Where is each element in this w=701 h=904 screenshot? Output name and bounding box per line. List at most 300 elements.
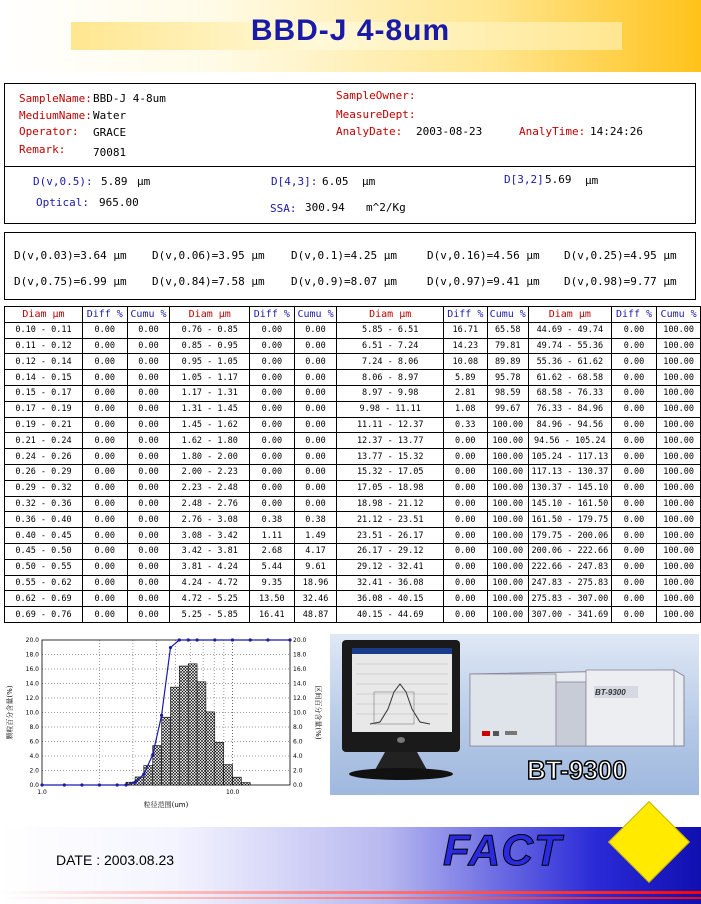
histogram-bar xyxy=(162,717,171,785)
table-cell: 16.41 xyxy=(250,607,295,623)
table-cell: 0.00 xyxy=(250,370,295,386)
sample-owner-label: SampleOwner: xyxy=(336,89,416,102)
y-tick-label-right: 8.0 xyxy=(293,724,303,731)
table-cell: 1.08 xyxy=(443,401,487,417)
table-cell: 9.35 xyxy=(250,575,295,591)
table-cell: 0.00 xyxy=(250,496,295,512)
table-cell: 9.61 xyxy=(294,559,337,575)
table-cell: 0.00 xyxy=(443,607,487,623)
table-header-cell: Cumu % xyxy=(294,307,337,323)
percentile-value: D(v,0.1)=4.25 μm xyxy=(291,249,397,262)
table-cell: 2.81 xyxy=(443,385,487,401)
cumulative-point xyxy=(98,783,101,786)
table-cell: 0.00 xyxy=(127,433,170,449)
table-cell: 145.10 - 161.50 xyxy=(528,496,611,512)
table-row xyxy=(5,433,701,449)
table-cell: 5.89 xyxy=(443,370,487,386)
report-date: DATE : 2003.08.23 xyxy=(56,852,175,868)
table-header-cell: Diff % xyxy=(82,307,127,323)
table-cell: 100.00 xyxy=(657,417,701,433)
table-cell: 0.36 - 0.40 xyxy=(5,512,83,528)
table-cell: 0.00 xyxy=(127,480,170,496)
table-cell: 0.00 xyxy=(611,449,656,465)
table-cell: 0.00 xyxy=(294,433,337,449)
d32-unit: μm xyxy=(585,174,599,187)
histogram-bar xyxy=(170,687,179,785)
table-cell: 100.00 xyxy=(657,433,701,449)
histogram-bar xyxy=(206,712,215,785)
table-row xyxy=(5,417,701,433)
optical-label: Optical: xyxy=(36,196,89,209)
table-cell: 100.00 xyxy=(657,370,701,386)
table-cell: 0.00 xyxy=(127,512,170,528)
table-cell: 0.00 xyxy=(611,591,656,607)
table-header-cell: Diff % xyxy=(443,307,487,323)
table-cell: 1.17 - 1.31 xyxy=(170,385,250,401)
histogram-bar xyxy=(197,682,206,785)
histogram-bar xyxy=(232,777,241,785)
table-cell: 100.00 xyxy=(657,464,701,480)
cumulative-point xyxy=(116,783,119,786)
cumulative-point xyxy=(151,753,154,756)
table-cell: 0.00 xyxy=(82,543,127,559)
table-cell: 1.49 xyxy=(294,528,337,544)
y-axis-label-left: 颗粒百分含量(%) xyxy=(6,685,14,740)
table-cell: 100.00 xyxy=(657,543,701,559)
table-cell: 0.00 xyxy=(294,385,337,401)
table-cell: 8.06 - 8.97 xyxy=(337,370,443,386)
y-tick-label-right: 12.0 xyxy=(293,695,307,702)
table-cell: 0.76 - 0.85 xyxy=(170,322,250,338)
cumulative-point xyxy=(266,638,269,641)
y-tick-label-left: 2.0 xyxy=(29,767,39,775)
table-cell: 18.98 - 21.12 xyxy=(337,496,443,512)
table-row xyxy=(5,559,701,575)
table-row xyxy=(5,449,701,465)
table-cell: 0.00 xyxy=(443,575,487,591)
table-cell: 2.23 - 2.48 xyxy=(170,480,250,496)
table-cell: 0.00 xyxy=(611,385,656,401)
table-cell: 10.08 xyxy=(443,354,487,370)
table-cell: 0.00 xyxy=(127,449,170,465)
table-cell: 36.08 - 40.15 xyxy=(337,591,443,607)
table-cell: 49.74 - 55.36 xyxy=(528,338,611,354)
footer-stripe xyxy=(0,891,701,894)
table-cell: 98.59 xyxy=(487,385,528,401)
table-cell: 0.00 xyxy=(127,338,170,354)
table-cell: 0.19 - 0.21 xyxy=(5,417,83,433)
table-cell: 61.62 - 68.58 xyxy=(528,370,611,386)
table-cell: 95.78 xyxy=(487,370,528,386)
table-cell: 100.00 xyxy=(657,591,701,607)
cumulative-point xyxy=(80,783,83,786)
table-cell: 100.00 xyxy=(657,512,701,528)
table-cell: 0.00 xyxy=(611,370,656,386)
table-cell: 0.00 xyxy=(611,433,656,449)
operator-value: GRACE xyxy=(93,126,127,139)
table-cell: 0.38 xyxy=(250,512,295,528)
table-cell: 32.46 xyxy=(294,591,337,607)
table-header-cell: Diam μm xyxy=(5,307,83,323)
analy-date-value: 2003-08-23 xyxy=(416,125,483,138)
table-cell: 200.06 - 222.66 xyxy=(528,543,611,559)
table-cell: 0.00 xyxy=(611,401,656,417)
percentile-value: D(v,0.75)=6.99 μm xyxy=(14,275,127,288)
table-cell: 130.37 - 145.10 xyxy=(528,480,611,496)
d32-value: 5.69 xyxy=(545,173,572,186)
table-cell: 0.00 xyxy=(82,464,127,480)
table-cell: 0.00 xyxy=(611,559,656,575)
table-cell: 5.25 - 5.85 xyxy=(170,607,250,623)
table-cell: 29.12 - 32.41 xyxy=(337,559,443,575)
table-cell: 0.00 xyxy=(127,417,170,433)
table-cell: 99.67 xyxy=(487,401,528,417)
table-row xyxy=(5,607,701,623)
table-cell: 0.00 xyxy=(443,464,487,480)
cumulative-point xyxy=(160,714,163,717)
table-cell: 0.85 - 0.95 xyxy=(170,338,250,354)
table-cell: 3.08 - 3.42 xyxy=(170,528,250,544)
table-cell: 11.11 - 12.37 xyxy=(337,417,443,433)
table-cell: 0.00 xyxy=(82,528,127,544)
table-cell: 0.00 xyxy=(294,322,337,338)
table-header-cell: Diff % xyxy=(611,307,656,323)
table-cell: 26.17 - 29.12 xyxy=(337,543,443,559)
table-cell: 0.00 xyxy=(250,354,295,370)
table-cell: 0.00 xyxy=(611,354,656,370)
table-cell: 100.00 xyxy=(487,480,528,496)
table-cell: 0.00 xyxy=(294,449,337,465)
table-cell: 0.00 xyxy=(443,449,487,465)
table-cell: 100.00 xyxy=(657,480,701,496)
table-cell: 0.00 xyxy=(82,417,127,433)
analy-time-value: 14:24:26 xyxy=(590,125,643,138)
table-cell: 5.44 xyxy=(250,559,295,575)
table-cell: 14.23 xyxy=(443,338,487,354)
table-cell: 1.11 xyxy=(250,528,295,544)
table-cell: 9.98 - 11.11 xyxy=(337,401,443,417)
table-cell: 4.24 - 4.72 xyxy=(170,575,250,591)
table-cell: 100.00 xyxy=(487,591,528,607)
distribution-table xyxy=(4,306,701,623)
table-cell: 0.00 xyxy=(611,480,656,496)
table-cell: 100.00 xyxy=(487,417,528,433)
table-cell: 0.33 xyxy=(443,417,487,433)
table-cell: 100.00 xyxy=(487,543,528,559)
table-cell: 0.00 xyxy=(127,464,170,480)
table-cell: 1.05 - 1.17 xyxy=(170,370,250,386)
d50-value: 5.89 xyxy=(101,175,128,188)
table-cell: 0.00 xyxy=(127,354,170,370)
table-cell: 8.97 - 9.98 xyxy=(337,385,443,401)
table-cell: 0.14 - 0.15 xyxy=(5,370,83,386)
table-cell: 0.12 - 0.14 xyxy=(5,354,83,370)
percentile-value: D(v,0.06)=3.95 μm xyxy=(152,249,265,262)
table-cell: 1.45 - 1.62 xyxy=(170,417,250,433)
table-cell: 2.00 - 2.23 xyxy=(170,464,250,480)
table-cell: 0.00 xyxy=(82,370,127,386)
y-tick-label-right: 6.0 xyxy=(293,738,303,746)
table-header-row xyxy=(5,307,701,323)
table-cell: 21.12 - 23.51 xyxy=(337,512,443,528)
table-cell: 100.00 xyxy=(487,512,528,528)
table-cell: 1.31 - 1.45 xyxy=(170,401,250,417)
x-tick-label: 10.0 xyxy=(225,789,240,796)
table-cell: 0.11 - 0.12 xyxy=(5,338,83,354)
d50-label: D(v,0.5): xyxy=(33,175,93,188)
table-cell: 0.40 - 0.45 xyxy=(5,528,83,544)
device-name: BT-9300 xyxy=(595,688,626,697)
histogram-bar xyxy=(215,742,224,785)
sample-name-value: BBD-J 4-8um xyxy=(93,92,166,105)
x-axis-label: 粒径范围(um) xyxy=(143,801,189,809)
y-tick-label-left: 6.0 xyxy=(29,738,39,746)
table-header-cell: Diam μm xyxy=(170,307,250,323)
cumulative-point xyxy=(40,783,43,786)
table-cell: 100.00 xyxy=(487,575,528,591)
table-row xyxy=(5,528,701,544)
table-cell: 100.00 xyxy=(657,607,701,623)
instrument-photo xyxy=(330,634,699,795)
table-cell: 17.05 - 18.98 xyxy=(337,480,443,496)
table-cell: 0.21 - 0.24 xyxy=(5,433,83,449)
table-cell: 48.87 xyxy=(294,607,337,623)
table-cell: 0.00 xyxy=(250,401,295,417)
table-cell: 76.33 - 84.96 xyxy=(528,401,611,417)
table-cell: 100.00 xyxy=(657,575,701,591)
table-cell: 0.00 xyxy=(250,464,295,480)
table-row xyxy=(5,512,701,528)
table-cell: 161.50 - 179.75 xyxy=(528,512,611,528)
histogram-bar xyxy=(179,666,188,785)
y-axis-label-right: 区间百分含量(%) xyxy=(314,685,322,740)
table-cell: 0.00 xyxy=(611,464,656,480)
d43-value: 6.05 xyxy=(322,175,349,188)
table-cell: 0.00 xyxy=(443,496,487,512)
table-cell: 13.77 - 15.32 xyxy=(337,449,443,465)
table-cell: 0.00 xyxy=(443,591,487,607)
x-tick-label: 1.0 xyxy=(37,789,47,796)
table-cell: 68.58 - 76.33 xyxy=(528,385,611,401)
d50-unit: μm xyxy=(137,175,151,188)
table-cell: 100.00 xyxy=(487,449,528,465)
table-cell: 0.00 xyxy=(443,543,487,559)
table-cell: 0.10 - 0.11 xyxy=(5,322,83,338)
cumulative-point xyxy=(134,781,137,784)
table-cell: 0.00 xyxy=(294,417,337,433)
table-cell: 0.00 xyxy=(294,464,337,480)
table-cell: 2.68 xyxy=(250,543,295,559)
table-cell: 100.00 xyxy=(657,401,701,417)
cumulative-point xyxy=(63,783,66,786)
table-row xyxy=(5,496,701,512)
table-cell: 15.32 - 17.05 xyxy=(337,464,443,480)
table-cell: 2.48 - 2.76 xyxy=(170,496,250,512)
remark-label: Remark: xyxy=(19,143,66,156)
medium-value: Water xyxy=(93,109,127,122)
histogram-bar xyxy=(241,783,250,785)
histogram-bar xyxy=(144,766,153,785)
table-cell: 44.69 - 49.74 xyxy=(528,322,611,338)
table-cell: 0.00 xyxy=(443,480,487,496)
table-cell: 0.00 xyxy=(82,338,127,354)
y-tick-label-left: 10.0 xyxy=(25,709,39,717)
percentile-value: D(v,0.25)=4.95 μm xyxy=(564,249,677,262)
fact-logo: FACT xyxy=(443,826,562,875)
table-cell: 117.13 - 130.37 xyxy=(528,464,611,480)
table-cell: 0.62 - 0.69 xyxy=(5,591,83,607)
table-row xyxy=(5,480,701,496)
table-cell: 0.00 xyxy=(82,401,127,417)
table-cell: 0.00 xyxy=(82,322,127,338)
table-cell: 100.00 xyxy=(657,559,701,575)
table-cell: 100.00 xyxy=(657,322,701,338)
table-cell: 100.00 xyxy=(657,338,701,354)
table-cell: 0.00 xyxy=(82,354,127,370)
table-cell: 0.00 xyxy=(611,575,656,591)
table-cell: 0.00 xyxy=(250,417,295,433)
table-cell: 12.37 - 13.77 xyxy=(337,433,443,449)
table-cell: 0.15 - 0.17 xyxy=(5,385,83,401)
table-cell: 307.00 - 341.69 xyxy=(528,607,611,623)
table-row xyxy=(5,385,701,401)
y-tick-label-right: 16.0 xyxy=(293,666,307,673)
product-model-label: BT-9300 xyxy=(527,755,627,785)
y-tick-label-right: 20.0 xyxy=(293,637,307,644)
table-cell: 0.00 xyxy=(250,480,295,496)
table-cell: 0.00 xyxy=(611,496,656,512)
table-row xyxy=(5,464,701,480)
y-tick-label-left: 4.0 xyxy=(29,753,39,760)
table-row xyxy=(5,575,701,591)
table-cell: 4.72 - 5.25 xyxy=(170,591,250,607)
cumulative-point xyxy=(195,638,198,641)
table-cell: 0.00 xyxy=(611,528,656,544)
cumulative-point xyxy=(249,638,252,641)
table-cell: 0.55 - 0.62 xyxy=(5,575,83,591)
table-cell: 0.00 xyxy=(611,338,656,354)
table-row xyxy=(5,370,701,386)
analy-date-label: AnalyDate: xyxy=(336,125,403,138)
y-tick-label-left: 20.0 xyxy=(25,637,39,644)
table-cell: 100.00 xyxy=(487,559,528,575)
table-cell: 5.85 - 6.51 xyxy=(337,322,443,338)
table-cell: 0.38 xyxy=(294,512,337,528)
table-cell: 247.83 - 275.83 xyxy=(528,575,611,591)
table-header-cell: Diam μm xyxy=(528,307,611,323)
table-cell: 13.50 xyxy=(250,591,295,607)
table-cell: 79.81 xyxy=(487,338,528,354)
table-cell: 100.00 xyxy=(487,528,528,544)
table-header-cell: Diam μm xyxy=(337,307,443,323)
table-cell: 0.00 xyxy=(294,338,337,354)
table-cell: 0.00 xyxy=(250,338,295,354)
table-cell: 0.00 xyxy=(127,607,170,623)
table-cell: 0.00 xyxy=(250,449,295,465)
table-cell: 16.71 xyxy=(443,322,487,338)
table-cell: 0.45 - 0.50 xyxy=(5,543,83,559)
percentile-value: D(v,0.97)=9.41 μm xyxy=(427,275,540,288)
table-cell: 4.17 xyxy=(294,543,337,559)
y-tick-label-left: 0.0 xyxy=(29,782,39,789)
cumulative-point xyxy=(187,638,190,641)
table-cell: 0.00 xyxy=(611,417,656,433)
table-cell: 0.00 xyxy=(82,433,127,449)
y-tick-label-left: 16.0 xyxy=(25,666,39,673)
table-cell: 105.24 - 117.13 xyxy=(528,449,611,465)
table-header-cell: Cumu % xyxy=(487,307,528,323)
ssa-label: SSA: xyxy=(270,202,297,215)
table-cell: 0.00 xyxy=(82,575,127,591)
percentile-value: D(v,0.03)=3.64 μm xyxy=(14,249,127,262)
table-cell: 0.00 xyxy=(82,591,127,607)
y-tick-label-left: 18.0 xyxy=(25,651,39,659)
y-tick-label-left: 14.0 xyxy=(25,680,39,688)
table-cell: 0.00 xyxy=(611,607,656,623)
table-cell: 0.00 xyxy=(82,512,127,528)
cumulative-point xyxy=(142,773,145,776)
table-cell: 1.62 - 1.80 xyxy=(170,433,250,449)
table-cell: 3.42 - 3.81 xyxy=(170,543,250,559)
table-header-cell: Cumu % xyxy=(657,307,701,323)
cumulative-point xyxy=(288,638,291,641)
table-row xyxy=(5,591,701,607)
table-header-cell: Cumu % xyxy=(127,307,170,323)
cumulative-point xyxy=(178,638,181,641)
table-header-cell: Diff % xyxy=(250,307,295,323)
y-tick-label-right: 0.0 xyxy=(293,782,303,789)
table-cell: 100.00 xyxy=(657,449,701,465)
table-cell: 0.00 xyxy=(294,354,337,370)
table-cell: 0.95 - 1.05 xyxy=(170,354,250,370)
table-cell: 0.00 xyxy=(127,370,170,386)
table-cell: 18.96 xyxy=(294,575,337,591)
table-cell: 0.00 xyxy=(127,591,170,607)
table-cell: 179.75 - 200.06 xyxy=(528,528,611,544)
medium-label: MediumName: xyxy=(19,109,92,122)
table-cell: 84.96 - 94.56 xyxy=(528,417,611,433)
monitor-stand xyxy=(375,752,427,770)
table-cell: 0.00 xyxy=(443,559,487,575)
optical-value: 965.00 xyxy=(99,196,139,209)
table-cell: 100.00 xyxy=(487,433,528,449)
table-cell: 1.80 - 2.00 xyxy=(170,449,250,465)
cumulative-point xyxy=(169,646,172,649)
ssa-unit: m^2/Kg xyxy=(366,201,406,214)
table-cell: 100.00 xyxy=(487,464,528,480)
table-cell: 0.17 - 0.19 xyxy=(5,401,83,417)
table-cell: 94.56 - 105.24 xyxy=(528,433,611,449)
table-cell: 0.00 xyxy=(294,370,337,386)
table-cell: 3.81 - 4.24 xyxy=(170,559,250,575)
table-cell: 0.00 xyxy=(294,496,337,512)
table-cell: 0.00 xyxy=(443,528,487,544)
table-cell: 0.00 xyxy=(611,543,656,559)
operator-label: Operator: xyxy=(19,125,79,138)
analy-time-label: AnalyTime: xyxy=(519,125,586,138)
d43-unit: μm xyxy=(362,175,376,188)
table-cell: 0.00 xyxy=(127,575,170,591)
table-cell: 0.00 xyxy=(443,512,487,528)
table-cell: 0.00 xyxy=(127,543,170,559)
table-cell: 0.00 xyxy=(127,385,170,401)
table-row xyxy=(5,543,701,559)
percentile-value: D(v,0.98)=9.77 μm xyxy=(564,275,677,288)
table-cell: 0.00 xyxy=(250,322,295,338)
distribution-chart xyxy=(4,630,322,820)
monitor-screen xyxy=(352,648,452,732)
percentile-value: D(v,0.16)=4.56 μm xyxy=(427,249,540,262)
